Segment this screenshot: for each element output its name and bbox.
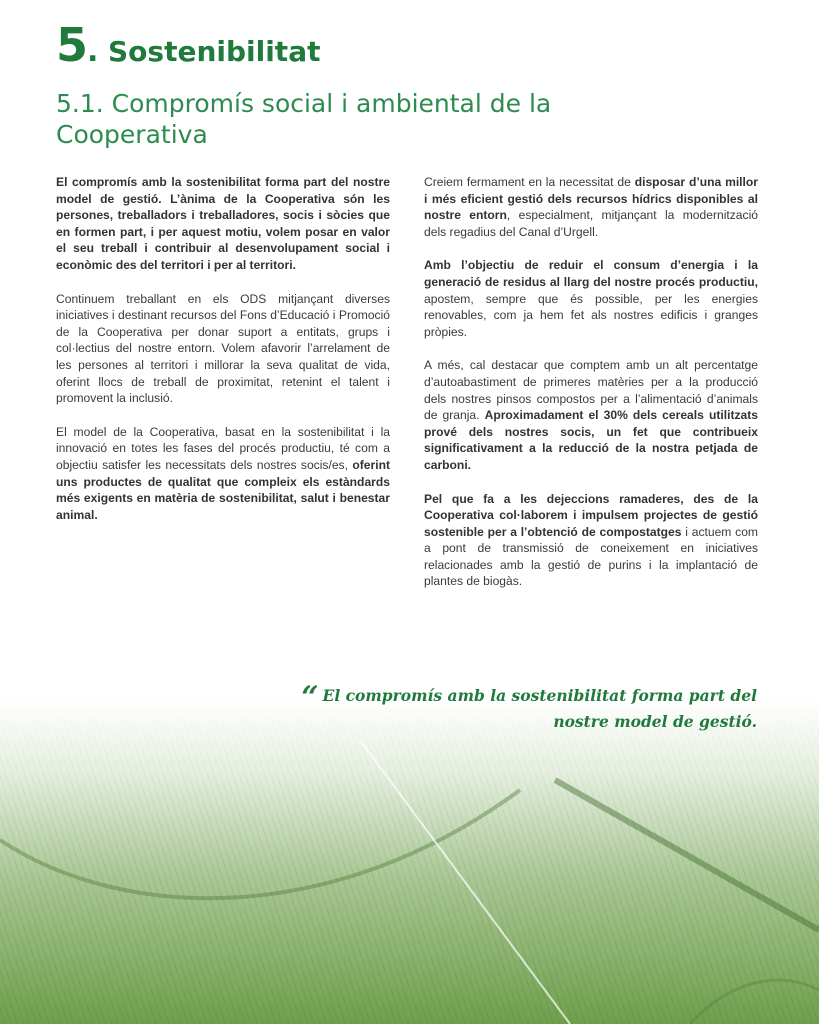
bold-text-run: El compromís amb la sostenibilitat forma part del nostre model de gestió. L’ànima de la Cooperativa són les persones, treballadors i treballadores, socis i sòcies que en formen part, i per aquest motiu, volem posar en valor el seu treball i contribuir al desenvolupament social i econòmic des del territori i per al territori. <box>56 175 390 272</box>
pull-quote-line-1: El compromís amb la sostenibilitat forma part del <box>322 686 757 705</box>
text-run: , especialment, mitjançant la modernització dels regadius del Canal d’Urgell. <box>424 208 758 239</box>
body-paragraph <box>424 491 758 591</box>
bold-text-run: Amb l’objectiu de reduir el consum d’energia i la generació de residus al llarg del nostre procés productiu, <box>424 258 758 289</box>
section-title: Sostenibilitat <box>108 35 321 68</box>
text-run: El model de la Cooperativa, basat en la sostenibilitat i la innovació en totes les fases del procés productiu, té com a objectiu satisfer les necessitats dels nostres socis/es, <box>56 424 390 472</box>
body-paragraph <box>424 257 758 340</box>
text-run: Continuem treballant en els ODS mitjançant diverses iniciatives i destinant recursos del Fons d’Educació i Promoció de la Cooperativa per donar suport a entitats, grups i col·lectius del nostre entorn. Volem afavorir l’arrelament de les persones al territori i millorar la seva qualitat de vida, oferint llocs de treball de proximitat, retenint el talent i promovent la inclusió. <box>56 291 390 406</box>
pull-quote-line-2: nostre model de gestió. <box>553 712 757 731</box>
body-paragraph <box>56 174 390 274</box>
text-run: i actuem com a pont de transmissió de coneixement en iniciatives relacionades amb la gestió de purins i la implantació de plantes de biogàs. <box>424 524 758 589</box>
section-number: 5 <box>56 18 88 72</box>
body-paragraph <box>424 174 758 240</box>
text-run: apostem, sempre que és possible, per les energies renovables, com ja hem fet als nostres edificis i granges pròpies. <box>424 291 758 339</box>
pull-quote <box>287 680 757 734</box>
subsection-title: 5.1. Compromís social i ambiental de la Cooperativa <box>56 89 552 149</box>
section-number-dot: . <box>87 34 99 69</box>
crop-field-aerial-photo <box>0 700 819 1024</box>
text-run: A més, cal destacar que comptem amb un alt percentatge d’autoabastiment de primeres matèries per a la producció dels nostres pinsos compostos per a l’alimentació d’animals de granja. <box>424 358 758 423</box>
right-text-column <box>424 174 758 607</box>
bold-text-run: Pel que fa a les dejeccions ramaderes, des de la Cooperativa col·laborem i impulsem projectes de gestió sostenible per a l’obtenció de compostatges <box>424 491 758 539</box>
body-paragraph <box>56 424 390 524</box>
bold-text-run: disposar d’una millor i més eficient gestió dels recursos hídrics disponibles al nostre entorn <box>424 175 759 223</box>
text-run: Creiem fermament en la necessitat de <box>424 175 635 189</box>
body-paragraph <box>424 357 758 473</box>
bold-text-run: Aproximadament el 30% dels cereals utilitzats prové dels nostres socis, un fet que contribueix significativament a la reducció de la nostra petjada de carboni. <box>424 408 758 472</box>
bold-text-run: oferint uns productes de qualitat que compleix els estàndards més exigents en matèria de sostenibilitat, salut i benestar animal. <box>56 457 390 522</box>
left-text-column <box>56 174 390 540</box>
body-paragraph <box>56 291 390 407</box>
section-heading <box>56 18 320 72</box>
quote-mark-icon: “ <box>301 680 319 715</box>
